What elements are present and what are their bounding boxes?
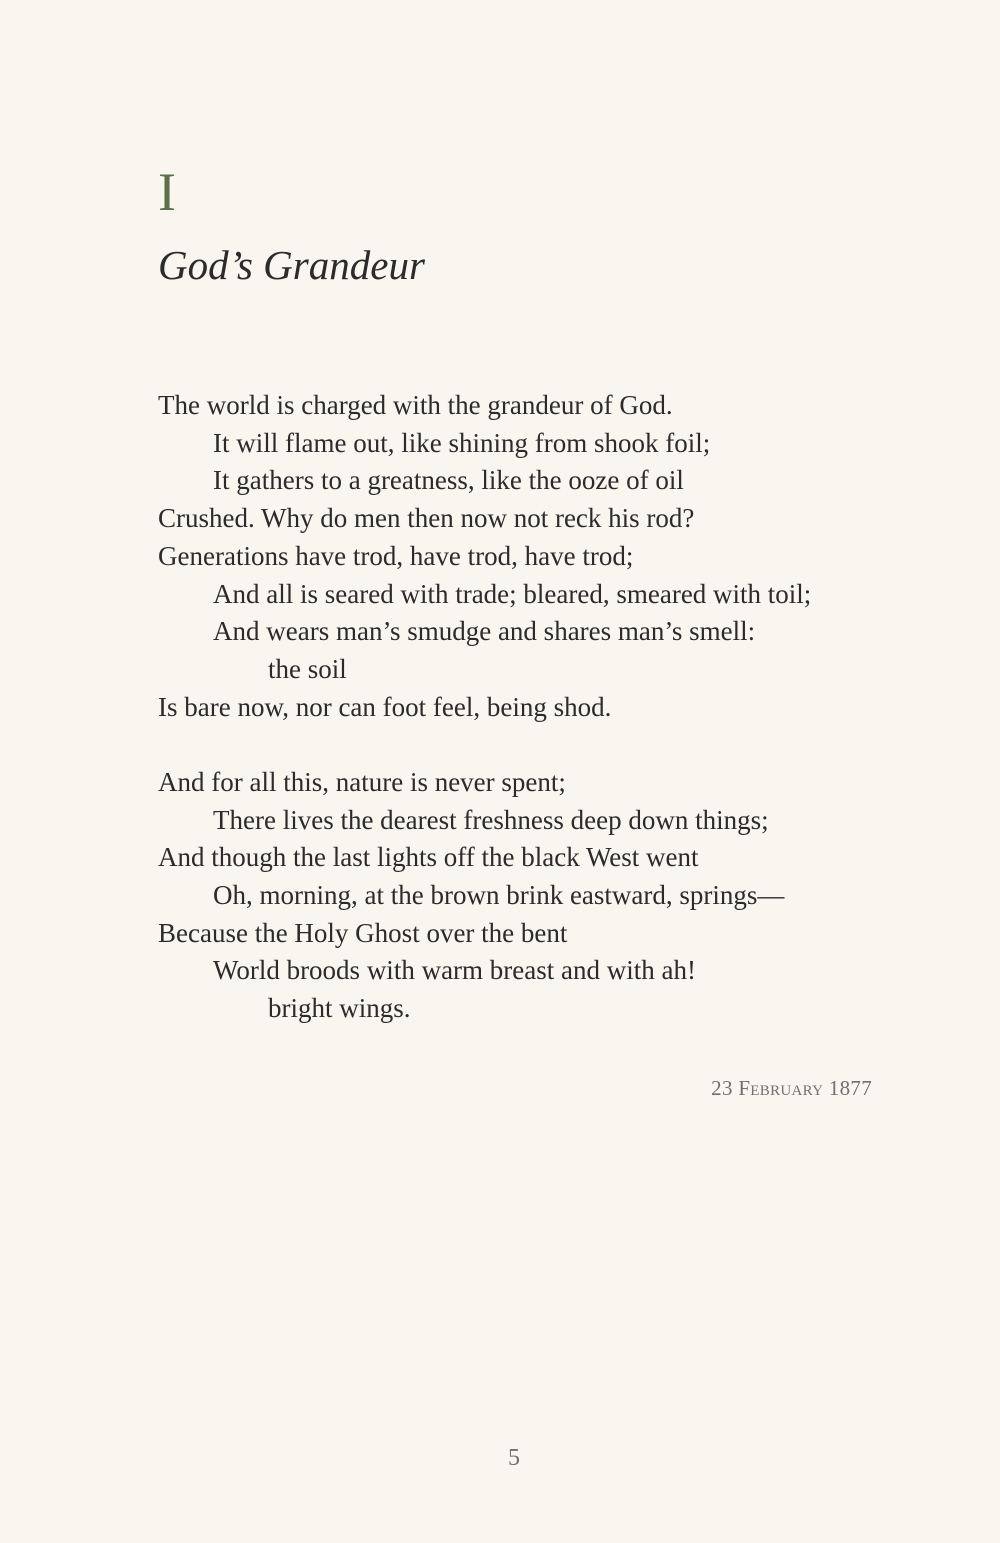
poem-line: There lives the dearest freshness deep down things; bbox=[213, 804, 769, 835]
poem-line: And all is seared with trade; bleared, smeared with toil; bbox=[213, 578, 812, 609]
poem-title: God’s Grandeur bbox=[158, 242, 425, 288]
poem-date: 23 February 1877 bbox=[711, 1076, 872, 1100]
section-numeral: I bbox=[158, 162, 176, 222]
poem-line: Is bare now, nor can foot feel, being shod. bbox=[158, 691, 612, 722]
poem-line: bright wings. bbox=[268, 993, 411, 1024]
poem-line: Oh, morning, at the brown brink eastward, springs— bbox=[213, 879, 785, 910]
poem-line: And wears man’s smudge and shares man’s smell: bbox=[213, 616, 756, 647]
poem-line: The world is charged with the grandeur of God. bbox=[158, 390, 673, 420]
poem-body bbox=[158, 387, 918, 1028]
poem-line: the soil bbox=[268, 653, 347, 684]
poem-line: And though the last lights off the black West went bbox=[158, 842, 699, 873]
stanza bbox=[158, 764, 918, 1028]
stanza bbox=[158, 387, 918, 726]
poem-line: Because the Holy Ghost over the bent bbox=[158, 917, 568, 948]
poem-line: Crushed. Why do men then now not reck his rod? bbox=[158, 503, 695, 534]
page-number: 5 bbox=[508, 1445, 520, 1471]
poem-line: Generations have trod, have trod, have trod; bbox=[158, 540, 634, 571]
poem-line: And for all this, nature is never spent; bbox=[158, 766, 566, 797]
poem-line: It will flame out, like shining from shook foil; bbox=[213, 427, 711, 458]
poem-line: World broods with warm breast and with ah! bbox=[213, 955, 696, 986]
poem-line: It gathers to a greatness, like the ooze of oil bbox=[213, 465, 684, 496]
